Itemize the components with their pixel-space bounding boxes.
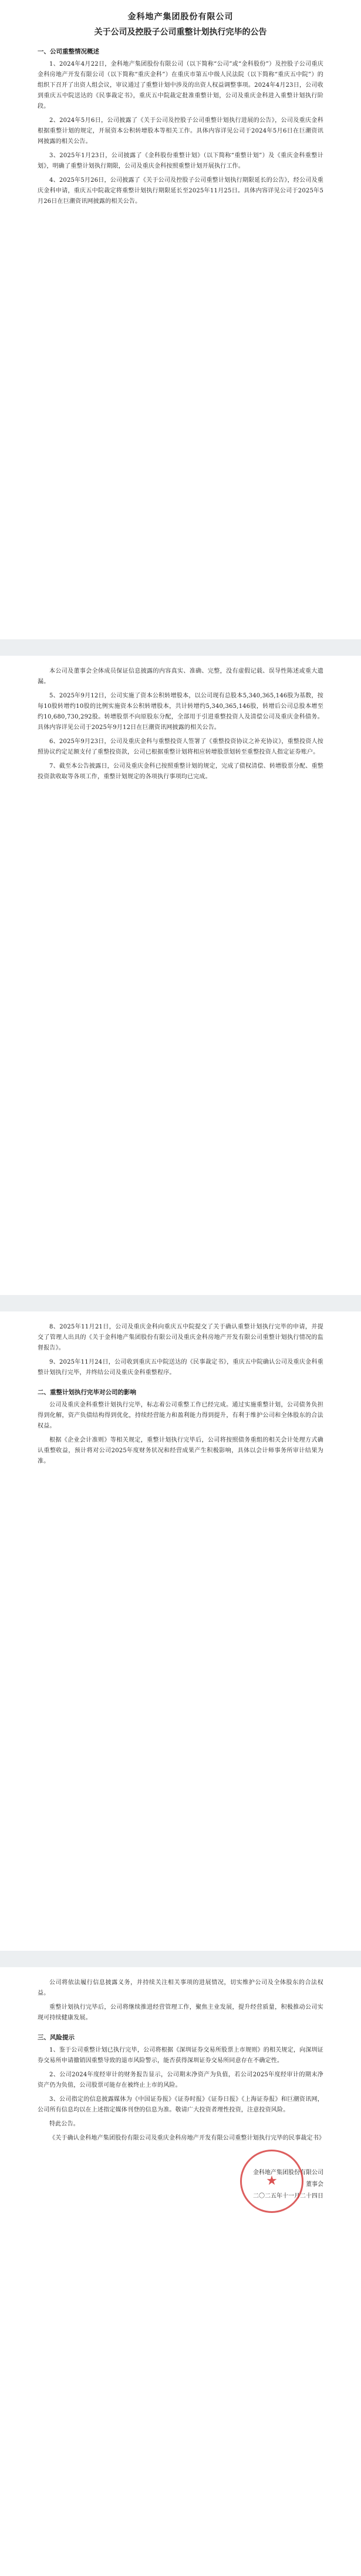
paragraph: 6、2025年9月23日，公司及重庆金科与重整投资人签署了《重整投资协议之补充协议》，重整投资人按照协议约定足额支付了重整投资款，公司已根据重整计划将相应转增股票划转至重整投资人指定证券账户。	[38, 738, 323, 755]
document-page-1	[0, 0, 361, 639]
paragraph: 公司将依法履行信息披露义务，并持续关注相关事项的进展情况，切实维护公司及全体股东的合法权益。	[38, 1980, 323, 1997]
paragraph: 1、2024年4月22日，金科地产集团股份有限公司（以下简称“公司”或“金科股份”）及控股子公司重庆金科房地产开发有限公司（以下简称“重庆金科”）在重庆市第五中级人民法院（以下简称“重庆五中院”）的组织下召开了出资人组会议，审议通过了重整计划中涉及的出资人权益调整事项。2024年4月23日，公司收到重庆五中院送达的《民事裁定书》，重庆五中院裁定批准重整计划，公司及重庆金科进入重整计划执行阶段。	[38, 61, 323, 110]
document-header	[38, 0, 323, 38]
section-heading: 三、风险提示	[38, 2034, 75, 2041]
risk-item: 3、公司指定的信息披露媒体为《中国证券报》《证券时报》《证券日报》《上海证券报》和巨潮资讯网，公司所有信息均以在上述指定媒体刊登的信息为准。敬请广大投资者理性投资，注意投资风险。	[38, 2096, 323, 2113]
risk-item: 1、鉴于公司重整计划已执行完毕，公司将根据《深圳证券交易所股票上市规则》的相关规定，向深圳证券交易所申请撤销因重整导致的退市风险警示，能否获得深圳证券交易所同意存在不确定性。	[38, 2047, 323, 2064]
paragraph: 重整计划执行完毕后，公司将继续推进经营管理工作，聚焦主业发展，提升经营质量，积极推动公司实现可持续健康发展。	[38, 2004, 323, 2021]
paragraph: 7、截至本公告披露日，公司及重庆金科已按照重整计划的规定，完成了债权清偿、转增股票分配、重整投资款收取等各项工作，重整计划规定的各项执行事项均已完成。	[38, 763, 323, 780]
notice-text: 本公司及董事会全体成员保证信息披露的内容真实、准确、完整，没有虚假记载、误导性陈述或重大遗漏。	[38, 668, 323, 685]
paragraph: 2、2024年5月6日，公司披露了《关于公司及控股子公司重整计划执行进展的公告》，公司及重庆金科根据重整计划的规定，开展资本公积转增股本等相关工作。具体内容详见公司于2024年5月6日在巨潮资讯网披露的相关公告。	[38, 117, 323, 145]
signature-org: 董事会	[306, 2181, 323, 2188]
page-divider	[0, 1295, 361, 1311]
document-page-2	[0, 656, 361, 1295]
paragraph: 根据《企业会计准则》等相关规定，重整计划执行完毕后，公司将按照债务重组的相关会计处理方式确认重整收益，预计将对公司2025年度财务状况和经营成果产生积极影响，具体以会计师事务所审计结果为准。	[38, 1437, 323, 1465]
paragraph: 4、2025年5月26日，公司披露了《关于公司及控股子公司重整计划执行期限延长的公告》，经公司及重庆金科申请，重庆五中院裁定将重整计划执行期限延长至2025年11月25日。具体内容详见公司于2025年5月26日在巨潮资讯网披露的相关公告。	[38, 177, 323, 205]
paragraph: 8、2025年11月21日，公司及重庆金科向重庆五中院提交了关于确认重整计划执行完毕的申请，并提交了管理人出具的《关于金科地产集团股份有限公司及重庆金科房地产开发有限公司重整计划执行情况的监督报告》。	[38, 1324, 323, 1351]
section-heading: 一、公司重整情况概述	[38, 48, 99, 55]
page-divider	[0, 1951, 361, 1967]
seal-star-icon: ★	[266, 2174, 278, 2188]
attachment-reference: 《关于确认金科地产集团股份有限公司及重庆金科房地产开发有限公司重整计划执行完毕的民事裁定书》	[49, 2135, 325, 2141]
risk-item: 2、公司2024年度经审计的财务报告显示，公司期末净资产为负值，若公司2025年度经审计的期末净资产仍为负值，公司股票可能存在被终止上市的风险。	[38, 2072, 323, 2089]
paragraph: 公司及重庆金科重整计划执行完毕，标志着公司重整工作已经完成。通过实施重整计划，公司债务负担得到化解，资产负债结构得到优化，持续经营能力和盈利能力得到提升，有利于维护公司和全体股东的合法权益。	[38, 1402, 323, 1429]
company-seal	[240, 2150, 303, 2213]
document-title: 关于公司及控股子公司重整计划执行完毕的公告	[94, 28, 267, 37]
signature-block	[38, 2167, 323, 2202]
company-name: 金科地产集团股份有限公司	[127, 12, 234, 22]
closing-text: 特此公告。	[49, 2121, 79, 2127]
section-heading: 二、重整计划执行完毕对公司的影响	[38, 1389, 136, 1396]
document-page-3	[0, 1311, 361, 1951]
paragraph: 3、2025年1月23日，公司披露了《金科股份重整计划》（以下简称“重整计划”）及《重庆金科重整计划》，明确了重整计划执行期限，公司及重庆金科按照重整计划开展执行工作。	[38, 152, 323, 170]
document-page-4	[0, 1967, 361, 2576]
paragraph: 9、2025年11月24日，公司收到重庆五中院送达的《民事裁定书》，重庆五中院确认公司及重庆金科重整计划执行完毕，并终结公司及重庆金科重整程序。	[38, 1359, 323, 1376]
signature-company: 金科地产集团股份有限公司	[253, 2170, 323, 2176]
paragraph: 5、2025年9月12日，公司实施了资本公积转增股本，以公司现有总股本5,340,365,146股为基数，按每10股转增约10股的比例实施资本公积转增股本，共计转增约5,340,365,146股，转增后公司总股本增至约10,680,730,292股。转增股票不向原股东分配，全部用于引进重整投资人及清偿公司及重庆金科债务。具体内容详见公司于2025年9月12日在巨潮资讯网披露的相关公告。	[38, 693, 323, 731]
signature-date: 二〇二五年十一月二十四日	[253, 2193, 323, 2199]
page-divider	[0, 639, 361, 656]
